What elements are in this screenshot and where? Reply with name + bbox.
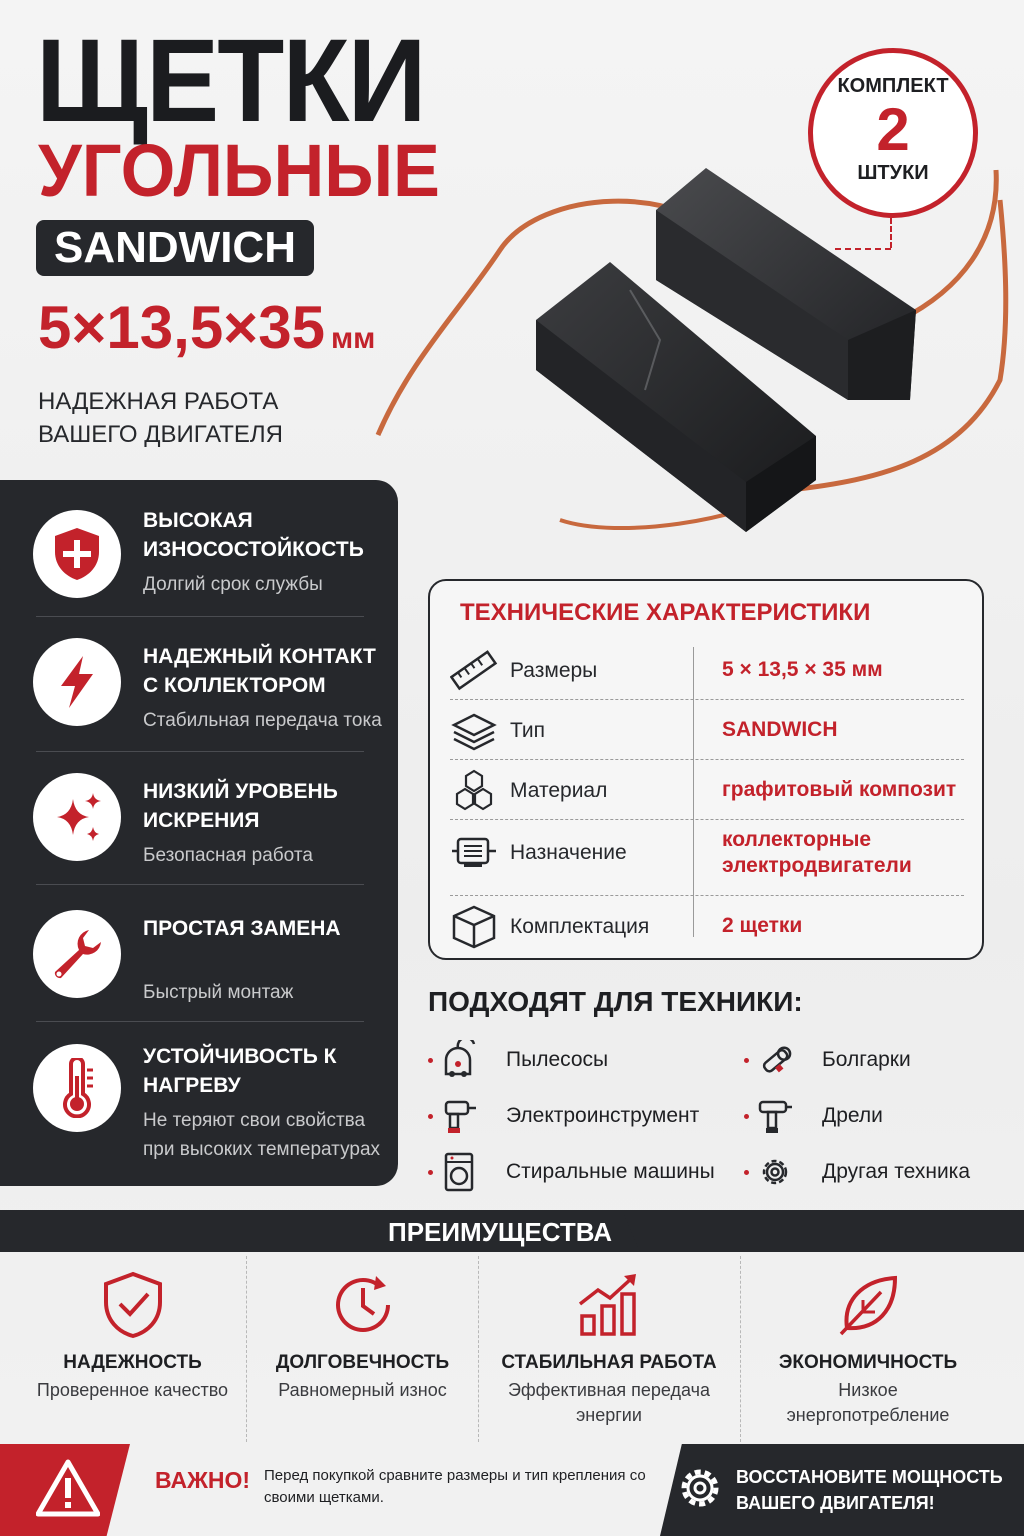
vacuum-icon: [440, 1040, 478, 1080]
wrench-icon: [33, 910, 121, 998]
warning-label: ВАЖНО!: [155, 1467, 251, 1493]
advantage-reliability: [20, 1262, 245, 1442]
spec-value: SANDWICH: [722, 718, 838, 741]
row-divider: [450, 895, 964, 896]
compatible-label: Другая техника: [822, 1160, 971, 1183]
advantage-subtitle: Проверенное качество: [36, 1380, 229, 1400]
compatible-item: [744, 1152, 1004, 1196]
chart-icon: [574, 1270, 644, 1340]
kit-count: 2: [876, 96, 910, 163]
compatible-label: Дрели: [822, 1104, 883, 1127]
spec-value: 5 × 13,5 × 35 мм: [722, 658, 883, 681]
column-divider: [693, 647, 694, 937]
drill-icon: [440, 1096, 478, 1136]
advantage-title: ДОЛГОВЕЧНОСТЬ: [275, 1352, 450, 1373]
kit-pointer-line: [835, 248, 891, 250]
compatible-item: [428, 1096, 728, 1140]
gear-icon: [756, 1152, 794, 1192]
tagline: НАДЕЖНАЯ РАБОТА ВАШЕГО ДВИГАТЕЛЯ: [38, 388, 283, 448]
compatible-item: [428, 1152, 728, 1196]
advantage-economy: [756, 1262, 980, 1442]
compatible-item: [428, 1040, 728, 1084]
product-image: [360, 160, 1020, 560]
warning-icon: [36, 1458, 100, 1518]
lightning-icon: [33, 638, 121, 726]
shield-check-icon: [98, 1270, 168, 1340]
row-divider: [450, 819, 964, 820]
title-line-2: УГОЛЬНЫЕ: [38, 129, 440, 212]
feature-subtitle: Безопасная работа: [143, 845, 313, 866]
divider: [36, 884, 364, 885]
layers-icon: [450, 709, 498, 753]
hexagons-icon: [450, 769, 498, 813]
grinder-icon: [756, 1040, 794, 1080]
ruler-icon: [450, 649, 498, 693]
spec-value: 2 щетки: [722, 914, 803, 937]
divider: [36, 616, 364, 617]
compatible-label: Болгарки: [822, 1048, 911, 1071]
washer-icon: [440, 1152, 478, 1192]
type-badge: SANDWICH: [36, 220, 314, 276]
compatible-item: [744, 1040, 1004, 1084]
gear-icon: [676, 1464, 724, 1512]
kit-label-top: КОМПЛЕКТ: [837, 75, 949, 97]
feature-low-sparking: [0, 775, 398, 911]
advantage-title: НАДЕЖНОСТЬ: [63, 1352, 202, 1373]
compatible-heading: ПОДХОДЯТ ДЛЯ ТЕХНИКИ:: [428, 986, 803, 1017]
bullet: [428, 1058, 433, 1063]
compatible-label: Электроинструмент: [506, 1104, 700, 1127]
feature-easy-replacement: [0, 912, 398, 1048]
feature-title: НИЗКИЙ УРОВЕНЬ ИСКРЕНИЯ: [143, 780, 338, 832]
kit-badge: [808, 48, 978, 218]
clock-icon: [328, 1270, 398, 1340]
divider: [36, 1021, 364, 1022]
bullet: [744, 1170, 749, 1175]
feature-subtitle: Быстрый монтаж: [143, 982, 294, 1003]
bullet: [744, 1058, 749, 1063]
feature-title: ВЫСОКАЯ ИЗНОСОСТОЙКОСТЬ: [143, 509, 364, 561]
feature-title: ПРОСТАЯ ЗАМЕНА: [143, 917, 341, 940]
bullet: [428, 1114, 433, 1119]
advantage-title: ЭКОНОМИЧНОСТЬ: [778, 1352, 958, 1373]
title-line-1: ЩЕТКИ: [36, 15, 425, 147]
spec-value: графитовый композит: [722, 778, 957, 801]
advantages-heading: ПРЕИМУЩЕСТВА: [388, 1217, 612, 1247]
sparkles-icon: [33, 773, 121, 861]
compatible-label: Стиральные машины: [506, 1160, 715, 1183]
row-divider: [450, 699, 964, 700]
dimensions-value: 5×13,5×35: [38, 294, 325, 361]
advantage-durability: [250, 1262, 475, 1442]
cta-text: ВОССТАНОВИТЕ МОЩНОСТЬ ВАШЕГО ДВИГАТЕЛЯ!: [736, 1467, 1003, 1513]
advantage-title: СТАБИЛЬНАЯ РАБОТА: [501, 1352, 717, 1373]
feature-subtitle: Стабильная передача тока: [143, 710, 382, 731]
row-divider: [450, 759, 964, 760]
specs-heading: ТЕХНИЧЕСКИЕ ХАРАКТЕРИСТИКИ: [460, 599, 871, 626]
advantage-subtitle: Эффективная передача энергии: [507, 1380, 711, 1425]
motor-icon: [450, 829, 498, 873]
thermometer-icon: [33, 1044, 121, 1132]
spec-value: коллекторные электродвигатели: [722, 828, 912, 877]
kit-label-bottom: ШТУКИ: [857, 162, 929, 184]
feature-subtitle: Долгий срок службы: [143, 574, 323, 595]
bullet: [428, 1170, 433, 1175]
features-panel: [0, 480, 398, 1186]
box-icon: [450, 905, 498, 949]
feature-reliable-contact: [0, 640, 398, 776]
kit-pointer-line: [890, 218, 892, 248]
leaf-icon: [833, 1270, 903, 1340]
specs-table: [428, 579, 984, 960]
dimensions-unit: мм: [330, 322, 376, 355]
feature-subtitle: Не теряют свои свойства при высоких температурах: [143, 1110, 381, 1160]
feature-title: УСТОЙЧИВОСТЬ К НАГРЕВУ: [143, 1045, 337, 1097]
advantage-subtitle: Равномерный износ: [278, 1380, 447, 1400]
spec-label: Комплектация: [510, 915, 650, 938]
separator: [246, 1256, 247, 1442]
spec-label: Назначение: [510, 841, 627, 864]
spec-label: Тип: [510, 719, 546, 742]
spec-label: Размеры: [510, 659, 598, 682]
spec-label: Материал: [510, 779, 608, 802]
shield-icon: [33, 510, 121, 598]
bullet: [744, 1114, 749, 1119]
separator: [478, 1256, 479, 1442]
feature-heat-resistance: [0, 1046, 398, 1182]
feature-wear-resistance: [0, 504, 398, 640]
divider: [36, 751, 364, 752]
compatible-item: [744, 1096, 1004, 1140]
warning-text: Перед покупкой сравните размеры и тип крепления со своими щетками.: [264, 1467, 646, 1506]
advantage-stable-operation: [480, 1262, 738, 1442]
dimensions: [38, 294, 376, 361]
compatible-label: Пылесосы: [506, 1048, 609, 1071]
separator: [740, 1256, 741, 1442]
advantage-subtitle: Низкое энергопотребление: [786, 1380, 950, 1425]
feature-title: НАДЕЖНЫЙ КОНТАКТ С КОЛЛЕКТОРОМ: [143, 645, 376, 697]
drill-icon: [756, 1096, 794, 1136]
